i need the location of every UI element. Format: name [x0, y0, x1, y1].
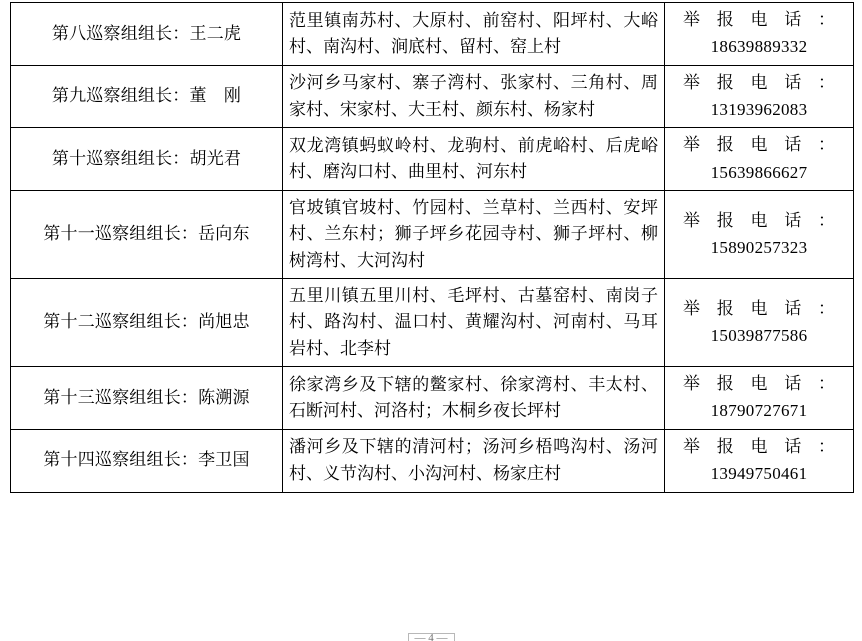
report-phone-cell	[665, 429, 854, 492]
team-leader-cell: 第十巡察组组长：胡光君	[11, 128, 283, 191]
report-phone-cell	[665, 65, 854, 128]
villages-cell: 徐家湾乡及下辖的鳖家村、徐家湾村、丰太村、石断河村、河洛村；木桐乡夜长坪村	[283, 367, 665, 430]
report-phone-number: 15890257323	[710, 238, 808, 258]
report-phone-cell	[665, 367, 854, 430]
villages-cell: 范里镇南苏村、大原村、前窑村、阳坪村、大峪村、南沟村、涧底村、留村、窑上村	[283, 3, 665, 66]
team-leader-cell: 第十四巡察组组长：李卫国	[11, 429, 283, 492]
villages-cell: 沙河乡马家村、寨子湾村、张家村、三角村、周家村、宋家村、大王村、颜东村、杨家村	[283, 65, 665, 128]
table-row	[11, 128, 854, 191]
report-phone-label: 举报电话：	[683, 135, 835, 155]
report-phone-cell	[665, 191, 854, 279]
table-row	[11, 3, 854, 66]
report-phone-cell	[665, 128, 854, 191]
inspection-teams-table	[10, 2, 854, 493]
villages-cell: 潘河乡及下辖的清河村；汤河乡梧鸣沟村、汤河村、义节沟村、小沟河村、杨家庄村	[283, 429, 665, 492]
villages-cell: 官坡镇官坡村、竹园村、兰草村、兰西村、安坪村、兰东村；狮子坪乡花园寺村、狮子坪村、柳树湾村、大河沟村	[283, 191, 665, 279]
team-leader-cell: 第九巡察组组长：董 刚	[11, 65, 283, 128]
report-phone-number: 15639866627	[710, 162, 808, 182]
table-row	[11, 191, 854, 279]
table-row	[11, 65, 854, 128]
report-phone-label: 举报电话：	[683, 72, 835, 92]
report-phone-number: 13193962083	[710, 100, 808, 120]
page-number: — 4 —	[408, 633, 455, 641]
report-phone-number: 15039877586	[710, 326, 808, 346]
report-phone-label: 举报电话：	[683, 374, 835, 394]
table-row	[11, 279, 854, 367]
report-phone-label: 举报电话：	[683, 10, 835, 29]
team-leader-cell: 第十一巡察组组长：岳向东	[11, 191, 283, 279]
report-phone-cell	[665, 279, 854, 367]
report-phone-label: 举报电话：	[683, 210, 835, 230]
page-footer	[0, 633, 862, 641]
table-row	[11, 367, 854, 430]
villages-cell: 五里川镇五里川村、毛坪村、古墓窑村、南岗子村、路沟村、温口村、黄耀沟村、河南村、马耳岩村、北李村	[283, 279, 665, 367]
report-phone-number: 18790727671	[710, 401, 808, 421]
team-leader-cell: 第十三巡察组组长：陈溯源	[11, 367, 283, 430]
team-leader-cell: 第十二巡察组组长：尚旭忠	[11, 279, 283, 367]
report-phone-number: 13949750461	[710, 464, 808, 484]
report-phone-cell	[665, 3, 854, 66]
villages-cell: 双龙湾镇蚂蚁岭村、龙驹村、前虎峪村、后虎峪村、磨沟口村、曲里村、河东村	[283, 128, 665, 191]
table-body	[11, 3, 854, 493]
document-page	[0, 2, 862, 641]
team-leader-cell: 第八巡察组组长：王二虎	[11, 3, 283, 66]
report-phone-label: 举报电话：	[683, 436, 835, 456]
table-row	[11, 429, 854, 492]
report-phone-number: 18639889332	[710, 37, 808, 57]
report-phone-label: 举报电话：	[683, 298, 835, 318]
